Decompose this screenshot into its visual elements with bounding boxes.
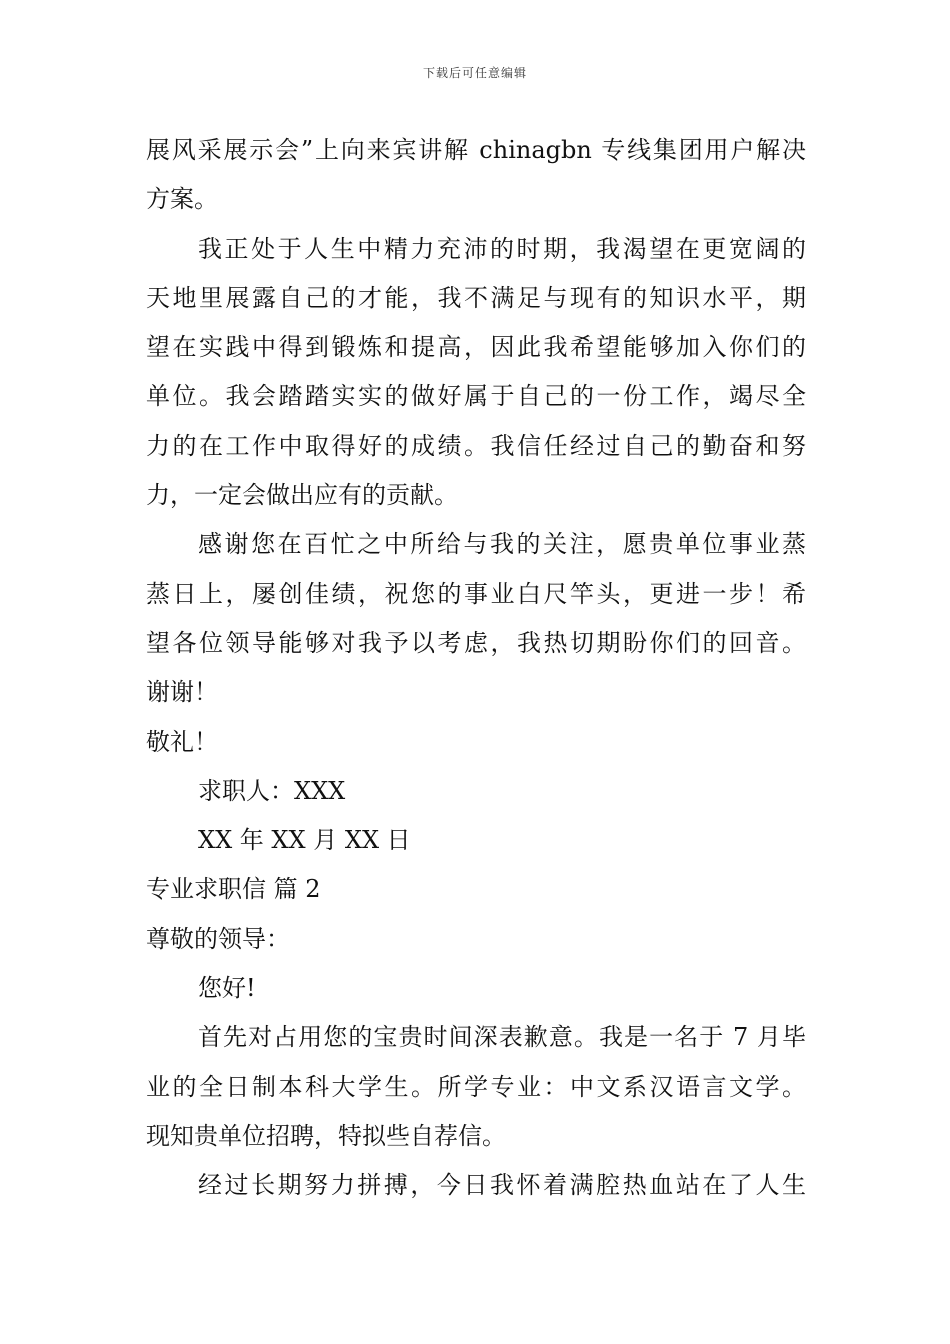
text-line: 感谢您在百忙之中所给与我的关注，愿贵单位事业蒸 <box>198 530 806 559</box>
text-line: 专业求职信 篇 2 <box>146 875 321 904</box>
text-line: 经过长期努力拼搏，今日我怀着满腔热血站在了人生 <box>198 1171 806 1200</box>
text-line: 天地里展露自己的才能，我不满足与现有的知识水平，期 <box>146 283 806 312</box>
document-body <box>146 126 806 1211</box>
text-line: 我正处于人生中精力充沛的时期，我渴望在更宽阔的 <box>198 234 806 263</box>
text-line: 您好! <box>198 974 256 1003</box>
text-line: 谢谢！ <box>146 678 218 707</box>
text-line: 尊敬的领导： <box>146 924 290 953</box>
text-line: 望在实践中得到锻炼和提高，因此我希望能够加入你们的 <box>146 333 806 362</box>
text-line: 力，一定会做出应有的贡献。 <box>146 481 458 510</box>
text-line: 业的全日制本科大学生。所学专业：中文系汉语言文学。 <box>146 1072 806 1101</box>
text-line: 单位。我会踏踏实实的做好属于自己的一份工作，竭尽全 <box>146 382 806 411</box>
text-line: 蒸日上，屡创佳绩，祝您的事业白尺竿头，更进一步！希 <box>146 579 806 608</box>
text-line: 求职人：XXX <box>198 776 346 805</box>
text-line: 力的在工作中取得好的成绩。我信任经过自己的勤奋和努 <box>146 431 806 460</box>
text-line: 敬礼！ <box>146 727 218 756</box>
page-header: 下载后可任意编辑 <box>422 66 527 80</box>
text-line: 方案。 <box>146 185 218 214</box>
text-line: XX 年 XX 月 XX 日 <box>198 826 411 855</box>
text-line: 望各位领导能够对我予以考虑，我热切期盼你们的回音。 <box>146 628 806 657</box>
text-line: 首先对占用您的宝贵时间深表歉意。我是一名于 7 月毕 <box>198 1023 806 1052</box>
text-line: 展风采展示会”上向来宾讲解 chinagbn 专线集团用户解决 <box>146 136 806 164</box>
text-line: 现知贵单位招聘，特拟些自荐信。 <box>146 1121 506 1150</box>
